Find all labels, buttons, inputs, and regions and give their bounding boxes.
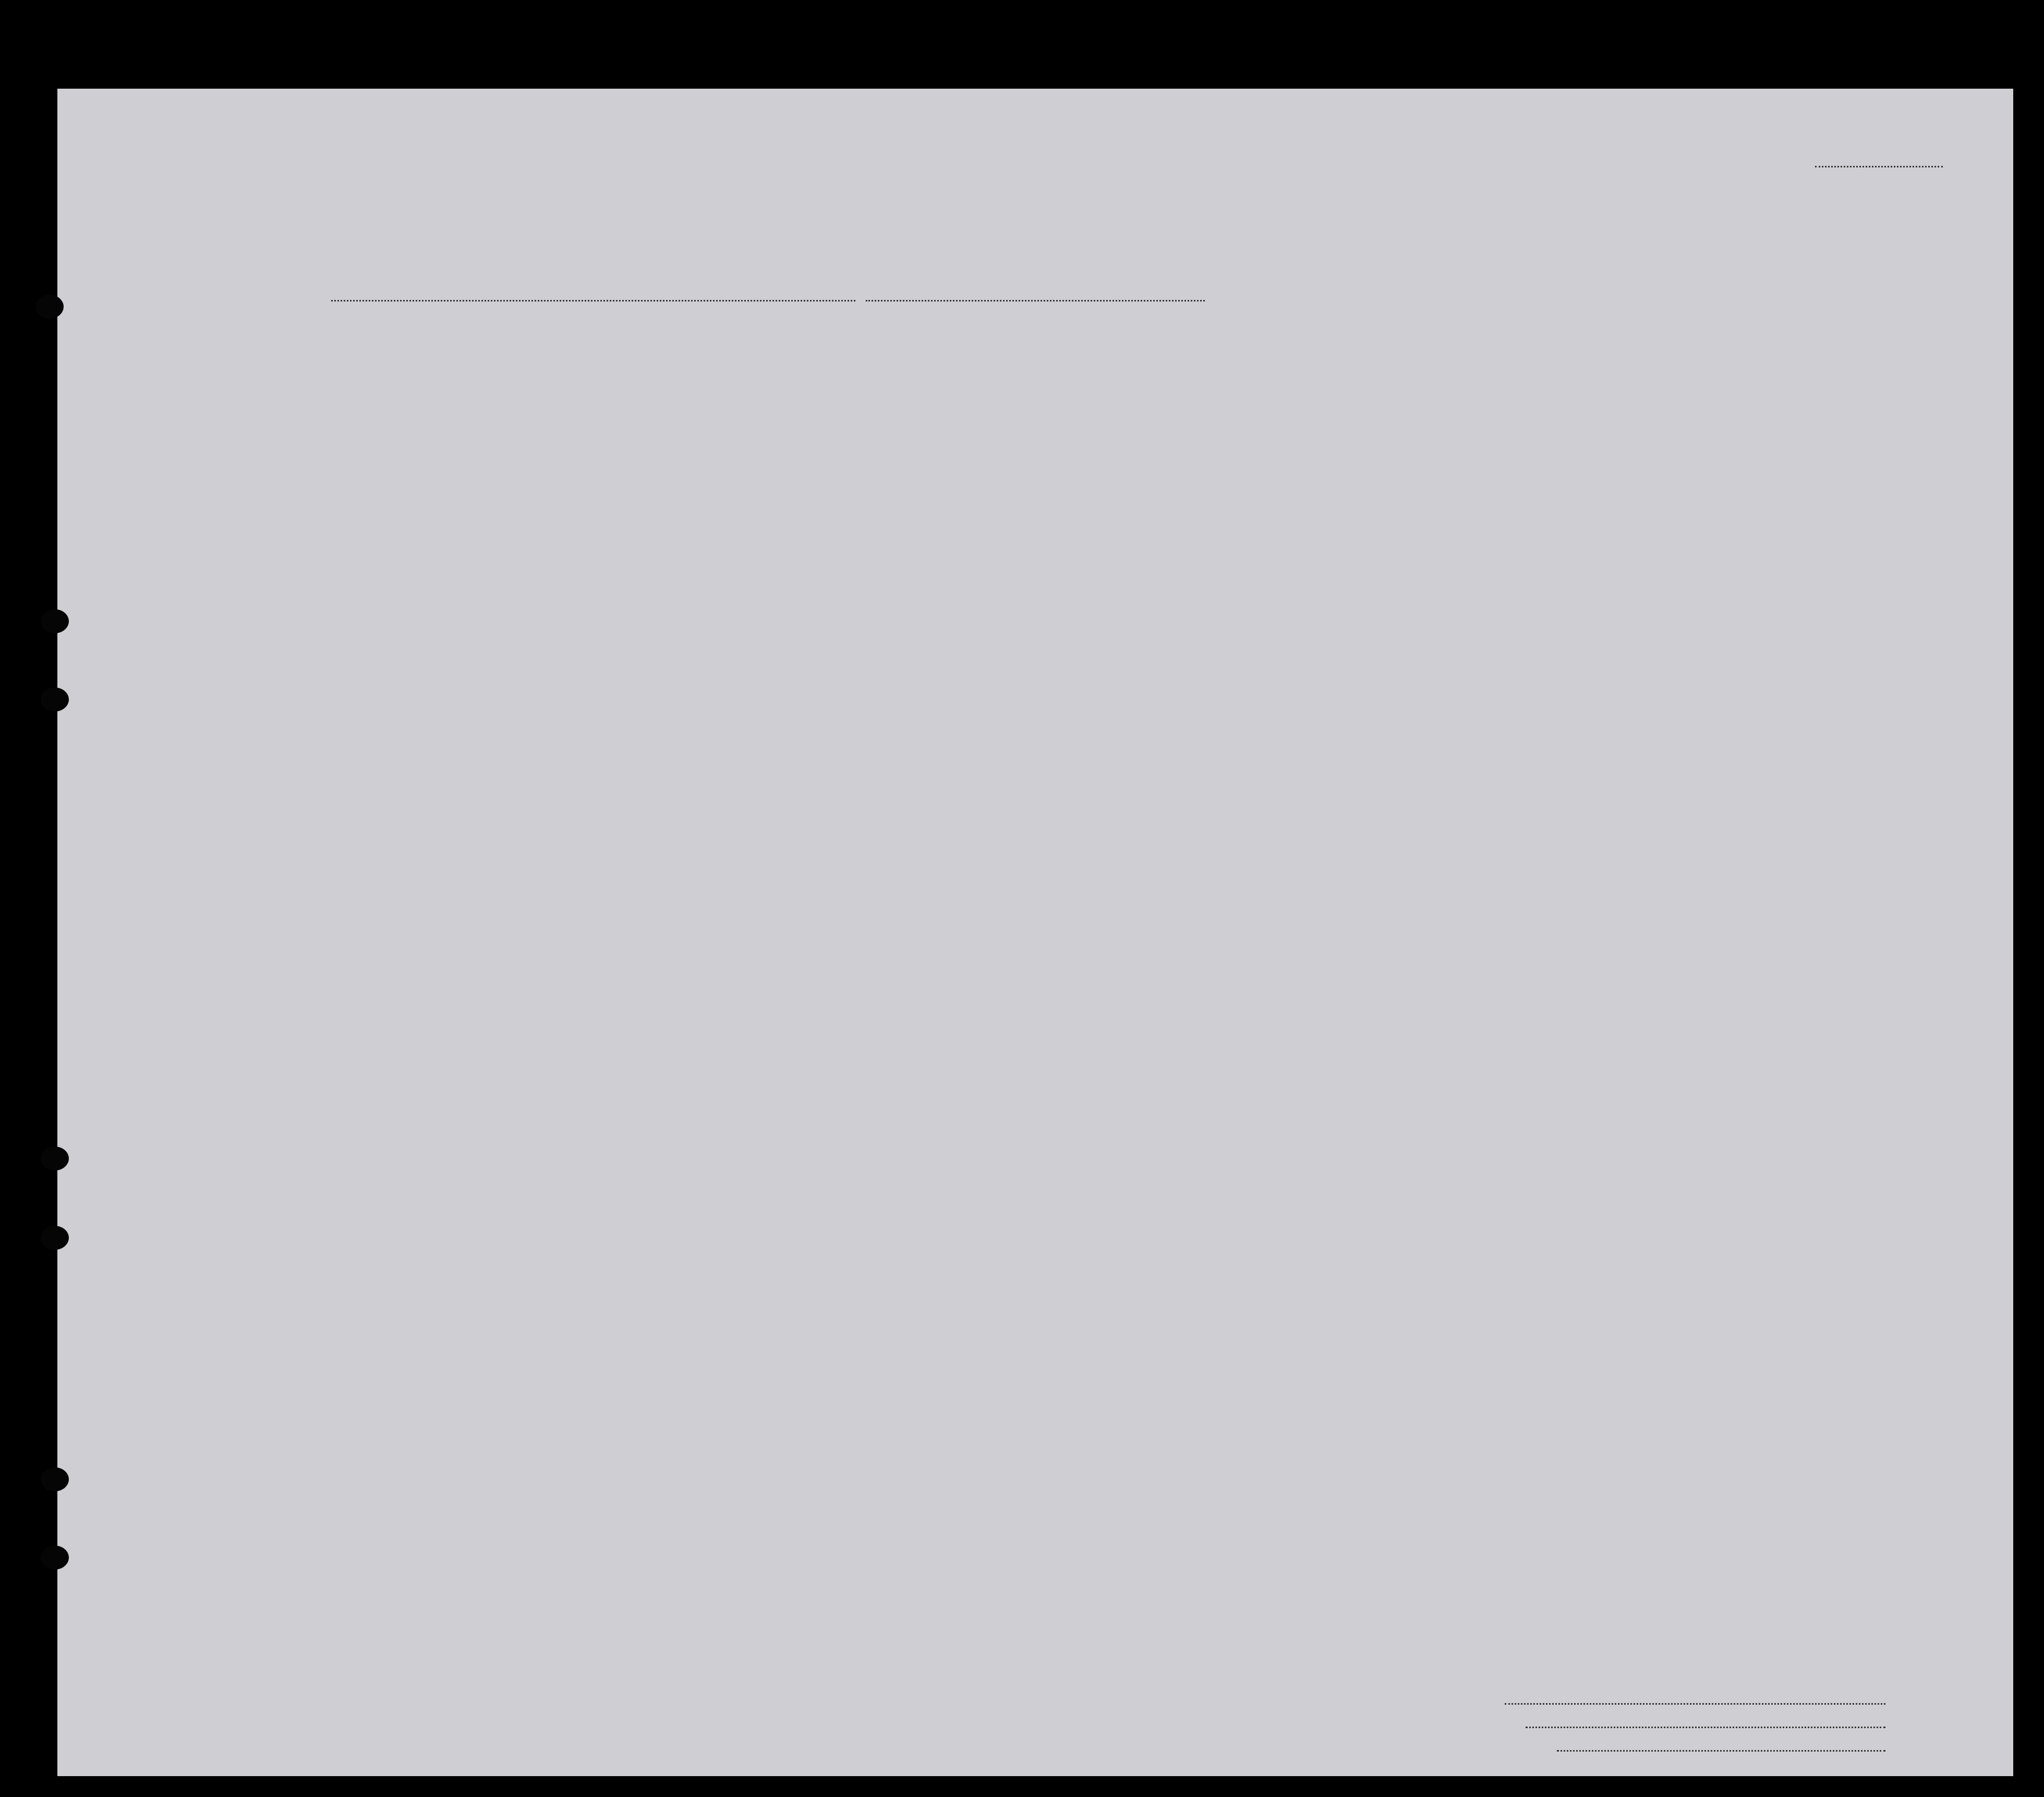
line-field[interactable] [1505, 1703, 1885, 1705]
local-agents-field[interactable] [1557, 1750, 1885, 1752]
owners-field[interactable] [1526, 1727, 1885, 1728]
